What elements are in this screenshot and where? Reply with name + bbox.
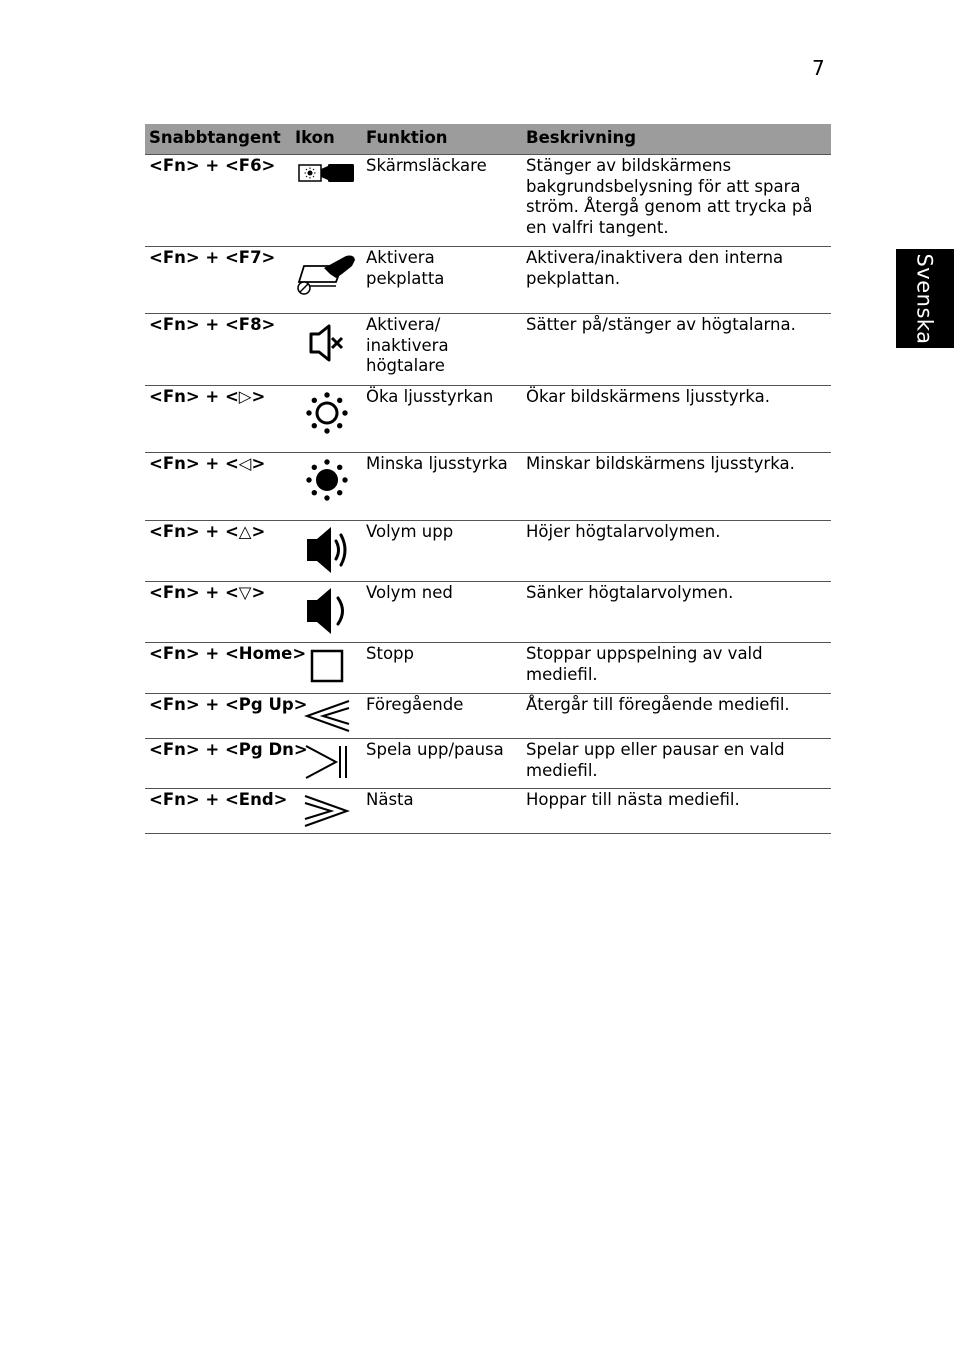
hotkey-cell: <Fn> + <△>: [145, 521, 291, 582]
screen-blank-icon: [297, 158, 357, 188]
hotkey-cell: <Fn> + <▽>: [145, 582, 291, 643]
function-cell: Minska ljusstyrka: [362, 453, 522, 521]
function-cell: Nästa: [362, 789, 522, 834]
hotkey-table: [145, 124, 831, 834]
volume-down-icon: [303, 584, 351, 638]
header-description: Beskrivning: [522, 124, 831, 155]
table-row: [145, 694, 831, 739]
next-icon: [301, 793, 353, 829]
function-cell: Skärmsläckare: [362, 155, 522, 247]
stop-icon: [309, 648, 345, 684]
page-number: 7: [812, 56, 825, 80]
description-cell: Stoppar uppspelning av vald mediefil.: [522, 643, 831, 694]
speaker-mute-icon: [307, 322, 347, 366]
description-cell: Höjer högtalarvolymen.: [522, 521, 831, 582]
table-row: [145, 582, 831, 643]
hotkey-cell: <Fn> + <Pg Up>: [145, 694, 291, 739]
header-hotkey: Snabbtangent: [145, 124, 291, 155]
volume-up-icon: [303, 523, 351, 577]
description-cell: Sänker högtalarvolymen.: [522, 582, 831, 643]
hotkey-cell: <Fn> + <▷>: [145, 386, 291, 453]
description-cell: Återgår till föregående mediefil.: [522, 694, 831, 739]
table-header-row: [145, 124, 831, 155]
hotkey-cell: <Fn> + <◁>: [145, 453, 291, 521]
table-row: [145, 314, 831, 386]
table-row: [145, 453, 831, 521]
function-cell: Volym ned: [362, 582, 522, 643]
function-cell: Föregående: [362, 694, 522, 739]
touchpad-toggle-icon: [296, 252, 358, 296]
description-cell: Ökar bildskärmens ljusstyrka.: [522, 386, 831, 453]
description-cell: Sätter på/stänger av högtalarna.: [522, 314, 831, 386]
table-row: [145, 155, 831, 247]
play-pause-icon: [302, 743, 352, 781]
hotkey-cell: <Fn> + <Home>: [145, 643, 291, 694]
side-tab-label: Svenska: [913, 252, 937, 345]
table-row: [145, 247, 831, 314]
function-cell: Aktivera/ inaktivera högtalare: [362, 314, 522, 386]
brightness-up-icon: [303, 389, 351, 437]
table-row: [145, 643, 831, 694]
table-row: [145, 386, 831, 453]
language-side-tab: [896, 249, 954, 348]
description-cell: Stänger av bildskärmens bakgrundsbelysning för att spara ström. Återgå genom att trycka på en valfri tangent.: [522, 155, 831, 247]
function-cell: Aktivera pekplatta: [362, 247, 522, 314]
function-cell: Volym upp: [362, 521, 522, 582]
hotkey-cell: <Fn> + <F7>: [145, 247, 291, 314]
function-cell: Spela upp/pausa: [362, 739, 522, 789]
hotkey-cell: <Fn> + <F8>: [145, 314, 291, 386]
description-cell: Hoppar till nästa mediefil.: [522, 789, 831, 834]
previous-icon: [301, 698, 353, 734]
function-cell: Öka ljusstyrkan: [362, 386, 522, 453]
brightness-down-icon: [303, 456, 351, 504]
hotkey-cell: <Fn> + <F6>: [145, 155, 291, 247]
description-cell: Minskar bildskärmens ljusstyrka.: [522, 453, 831, 521]
header-icon: Ikon: [291, 124, 362, 155]
table-row: [145, 739, 831, 789]
header-function: Funktion: [362, 124, 522, 155]
function-cell: Stopp: [362, 643, 522, 694]
hotkey-cell: <Fn> + <Pg Dn>: [145, 739, 291, 789]
table-row: [145, 789, 831, 834]
description-cell: Spelar upp eller pausar en vald mediefil.: [522, 739, 831, 789]
description-cell: Aktivera/inaktivera den interna pekplattan.: [522, 247, 831, 314]
table-row: [145, 521, 831, 582]
hotkey-cell: <Fn> + <End>: [145, 789, 291, 834]
